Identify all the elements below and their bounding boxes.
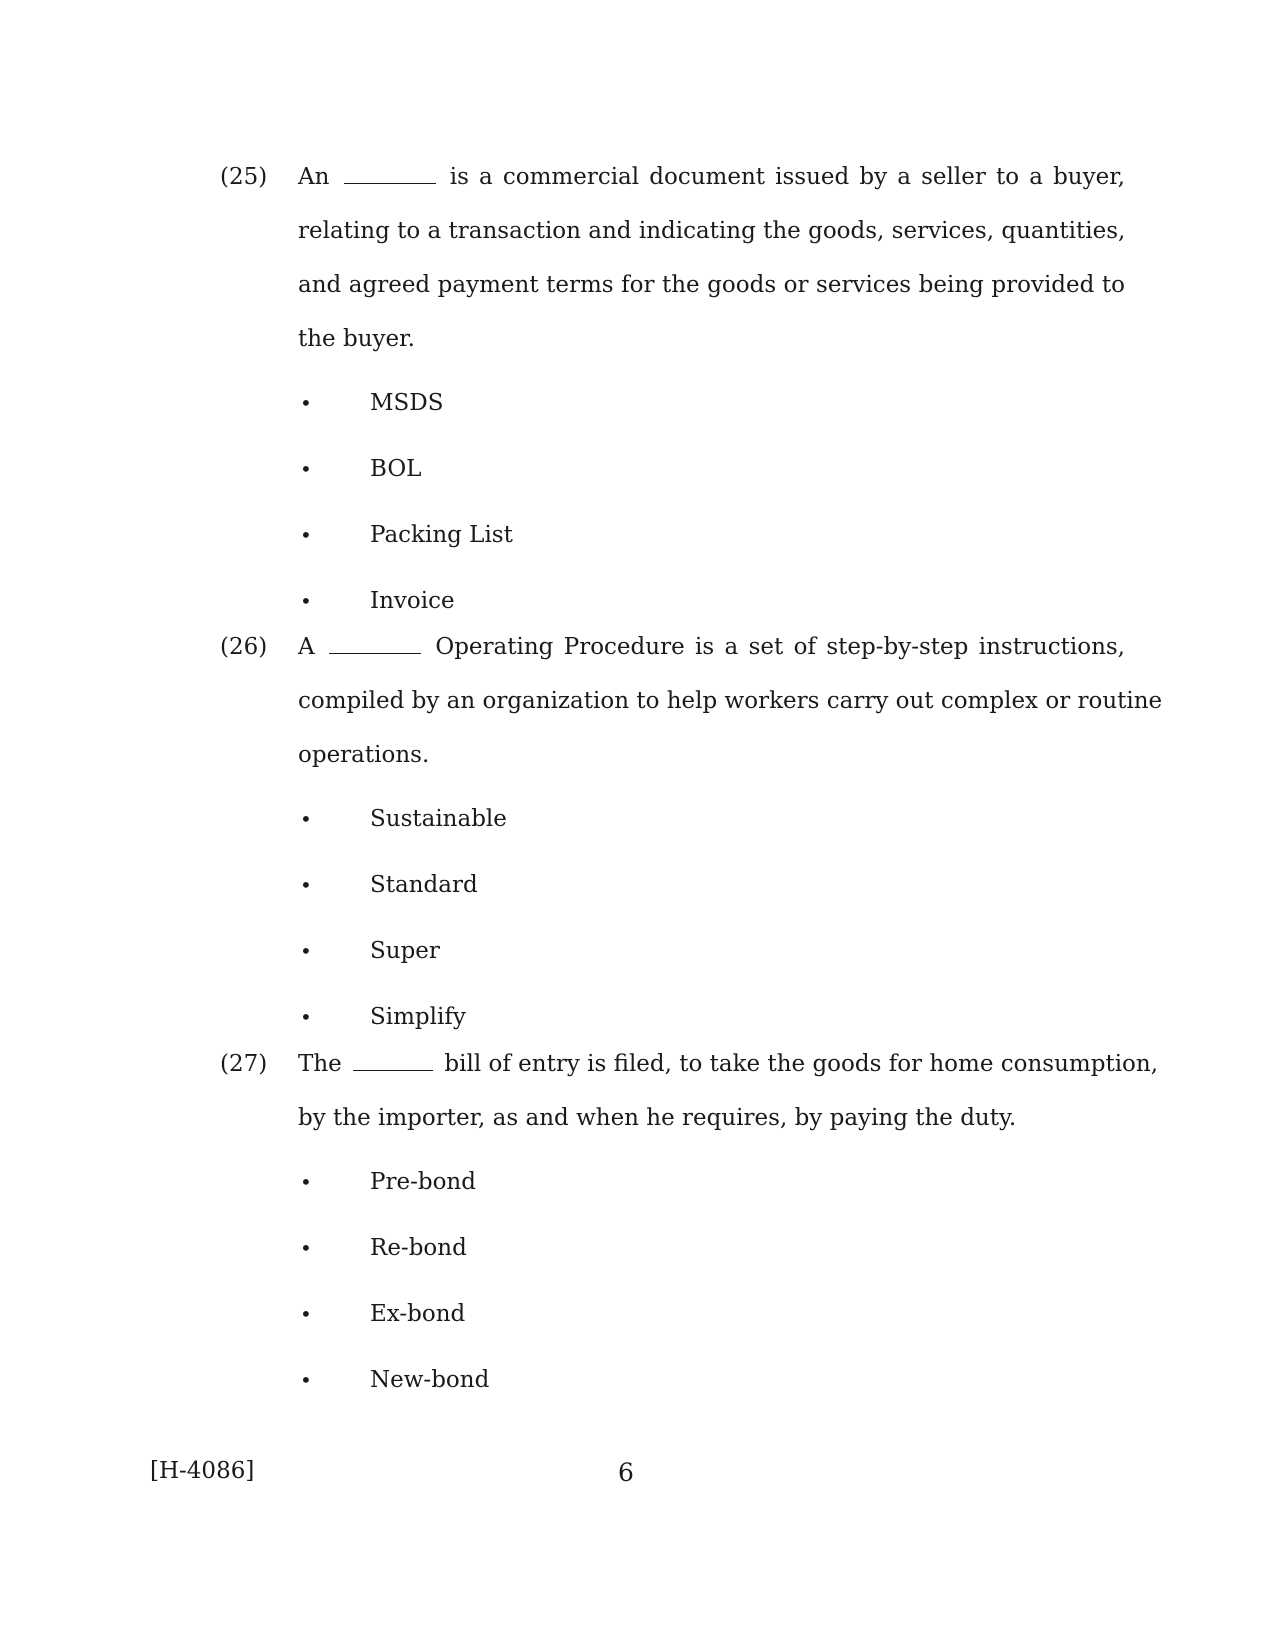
question-line: and agreed payment terms for the goods or services being provided to bbox=[298, 272, 1125, 298]
option-item bbox=[298, 918, 1125, 984]
question-line: by the importer, as and when he requires, by paying the duty. bbox=[298, 1105, 1017, 1131]
option-item bbox=[298, 370, 1125, 436]
question-text bbox=[298, 150, 1125, 366]
bullet-icon: • bbox=[300, 589, 312, 613]
bullet-icon: • bbox=[300, 457, 312, 481]
bullet-icon: • bbox=[300, 1170, 312, 1194]
option-label: Pre-bond bbox=[370, 1169, 476, 1195]
question-line: The bill of entry is filed, to take the goods for home consumption, bbox=[298, 1051, 1159, 1077]
question-number: (26) bbox=[220, 634, 268, 660]
bullet-icon: • bbox=[300, 1236, 312, 1260]
answer-blank bbox=[353, 1069, 433, 1071]
option-label: Invoice bbox=[370, 588, 455, 614]
question-line: the buyer. bbox=[298, 326, 415, 352]
question-line: operations. bbox=[298, 742, 430, 768]
option-item bbox=[298, 436, 1125, 502]
question-line: compiled by an organization to help workers carry out complex or routine bbox=[298, 688, 1163, 714]
option-item bbox=[298, 1347, 1125, 1413]
option-item bbox=[298, 852, 1125, 918]
question-text bbox=[298, 1037, 1159, 1145]
option-label: BOL bbox=[370, 456, 422, 482]
bullet-icon: • bbox=[300, 807, 312, 831]
option-item bbox=[298, 1215, 1125, 1281]
option-label: Simplify bbox=[370, 1004, 466, 1030]
bullet-icon: • bbox=[300, 1368, 312, 1392]
option-label: Re-bond bbox=[370, 1235, 467, 1261]
question-line: A Operating Procedure is a set of step-by-step instructions, bbox=[298, 634, 1125, 660]
page-number: 6 bbox=[618, 1458, 634, 1487]
question-27 bbox=[220, 1037, 1159, 1413]
option-list bbox=[298, 786, 1125, 1050]
option-item bbox=[298, 786, 1125, 852]
paper-code: [H-4086] bbox=[150, 1458, 255, 1484]
option-item bbox=[298, 1149, 1125, 1215]
option-label: Packing List bbox=[370, 522, 513, 548]
question-line: An is a commercial document issued by a seller to a buyer, bbox=[298, 164, 1125, 190]
bullet-icon: • bbox=[300, 1302, 312, 1326]
option-label: Standard bbox=[370, 872, 478, 898]
question-text bbox=[298, 620, 1163, 782]
option-list bbox=[298, 370, 1125, 634]
bullet-icon: • bbox=[300, 391, 312, 415]
option-label: Super bbox=[370, 938, 440, 964]
bullet-icon: • bbox=[300, 1005, 312, 1029]
bullet-icon: • bbox=[300, 873, 312, 897]
answer-blank bbox=[344, 182, 436, 184]
bullet-icon: • bbox=[300, 523, 312, 547]
bullet-icon: • bbox=[300, 939, 312, 963]
question-number: (25) bbox=[220, 164, 268, 190]
question-25 bbox=[220, 150, 1125, 634]
question-line: relating to a transaction and indicating the goods, services, quantities, bbox=[298, 218, 1126, 244]
option-list bbox=[298, 1149, 1125, 1413]
question-26 bbox=[220, 620, 1163, 1050]
option-item bbox=[298, 1281, 1125, 1347]
option-item bbox=[298, 502, 1125, 568]
option-label: Sustainable bbox=[370, 806, 507, 832]
option-label: New-bond bbox=[370, 1367, 490, 1393]
option-label: MSDS bbox=[370, 390, 444, 416]
answer-blank bbox=[329, 652, 421, 654]
option-label: Ex-bond bbox=[370, 1301, 466, 1327]
question-number: (27) bbox=[220, 1051, 268, 1077]
